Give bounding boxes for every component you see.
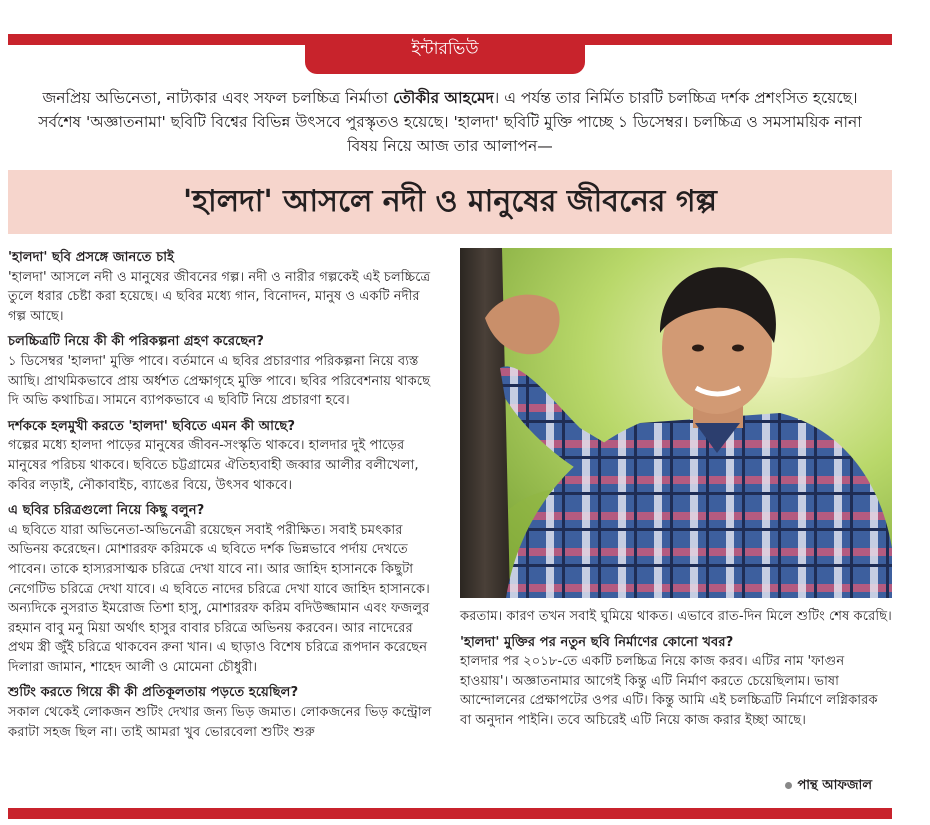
bullet-dot-icon — [785, 782, 792, 789]
intro-paragraph — [30, 86, 870, 158]
answer-2: ১ ডিসেম্বর 'হালদা' মুক্তি পাবে। বর্তমানে এ ছবির প্রচারণার পরিকল্পনা নিয়ে ব্যস্ত আছি। প্রাথমিকভাবে প্রায় অর্ধশত প্রেক্ষাগৃহে মুক্তি পাবে। ছবির পরিবেশনায় থাকছে দি অভি কথাচিত্র। সামনে ব্যাপকভাবে এ ছবিটি নিয়ে প্রচারণা হবে। — [8, 353, 431, 409]
answer-5: সকাল থেকেই লোকজন শুটিং দেখার জন্য ভিড় জমাত। লোকজনের ভিড় কন্ট্রোল করাটা সহজ ছিল না। তাই আমরা খুব ভোরবেলা শুটিং শুরু — [8, 705, 432, 740]
right-column — [460, 607, 892, 737]
bottom-rule — [8, 808, 892, 819]
question-1: 'হালদা' ছবি প্রসঙ্গে জানতে চাই — [8, 250, 174, 265]
intro-name: তৌকীর আহমেদ — [392, 89, 494, 107]
interviewee-photo — [460, 248, 892, 598]
answer-5-continued: করতাম। কারণ তখন সবাই ঘুমিয়ে থাকত। এভাবে রাত-দিন মিলে শুটিং শেষ করেছি। — [460, 609, 892, 624]
question-2: চলচ্চিত্রটি নিয়ে কী কী পরিকল্পনা গ্রহণ করেছেন? — [8, 334, 264, 350]
byline-author: পান্থ আফজাল — [797, 778, 872, 793]
answer-6: হালদার পর ২০১৮-তে একটি চলচ্চিত্র নিয়ে কাজ করব। এটির নাম 'ফাগুন হাওয়ায়'। অজ্ঞাতনামার আগেই কিন্তু এটি নির্মাণ করতে চেয়েছিলাম। ভাষা আন্দোলনের প্রেক্ষাপটের ওপর এটি। কিন্তু আমি এই চলচ্চিত্রটি নির্মাণে লগ্নিকারক বা অনুদান পাইনি। তবে অচিরেই এটি নিয়ে কাজ করার ইচ্ছা আছে। — [460, 654, 878, 728]
intro-text-after: । এ পর্যন্ত তার নির্মিত চারটি চলচ্চিত্র দর্শক প্রশংসিত হয়েছে। সর্বশেষ 'অজ্ঞাতনামা' ছবিটি বিশ্বের বিভিন্ন উৎসবে পুরস্কৃতও হয়েছে। 'হালদা' ছবিটি মুক্তি পাচ্ছে ১ ডিসেম্বর। চলচ্চিত্র ও সমসাময়িক নানা বিষয় নিয়ে আজ তার আলাপন— — [38, 89, 862, 155]
question-6: 'হালদা' মুক্তির পর নতুন ছবি নির্মাণের কোনো খবর? — [460, 634, 734, 650]
question-5: শুটিং করতে গিয়ে কী কী প্রতিকূলতায় পড়তে হয়েছিল? — [8, 685, 299, 701]
answer-1: 'হালদা' আসলে নদী ও মানুষের জীবনের গল্প। নদী ও নারীর গল্পকেই এই চলচ্চিত্রে তুলে ধরার চেষ্টা করা হয়েছে। এ ছবির মধ্যে গান, বিনোদন, মানুষ ও একটি নদীর গল্প আছে। — [8, 269, 431, 324]
question-4: এ ছবির চরিত্রগুলো নিয়ে কিছু বলুন? — [8, 503, 205, 519]
byline — [785, 776, 872, 797]
intro-text-before: জনপ্রিয় অভিনেতা, নাট্যকার এবং সফল চলচ্চিত্র নির্মাতা — [42, 89, 393, 107]
headline: 'হালদা' আসলে নদী ও মানুষের জীবনের গল্প — [183, 184, 717, 219]
left-column — [8, 248, 436, 748]
answer-3: গল্পের মধ্যে হালদা পাড়ের মানুষের জীবন-সংস্কৃতি থাকবে। হালদার দুই পাড়ের মানুষের পরিচয় থাকবে। ছবিতে চট্টগ্রামের ঐতিহ্যবাহী জব্বার আলীর বলীখেলা, কবির লড়াই, নৌকাবাইচ, ব্যাঙের বিয়ে, উৎসব থাকবে। — [8, 438, 419, 493]
answer-4: এ ছবিতে যারা অভিনেতা-অভিনেত্রী রয়েছেন সবাই পরীক্ষিত। সবাই চমৎকার অভিনয় করেছেন। মোশাররফ করিমকে এ ছবিতে দর্শক ভিন্নভাবে পর্দায় দেখতে পাবেন। তাকে হাস্যরসাত্মক চরিত্রে দেখা যাবে না। আর জাহিদ হাসানকে কিছুটা নেগেটিভ চরিত্রে দেখা যাবে। এ ছবিতে নাদের চরিত্রে দেখা যাবে জাহিদ হাসানকে। অন্যদিকে নুসরাত ইমরোজ তিশা হাসু, মোশাররফ করিম বদিউজ্জামান এবং ফজলুর রহমান বাবু মনু মিয়া অর্থাৎ হাসুর বাবার চরিত্রে অভিনয় করবেন। আর নাদেরের প্রথম স্ত্রী জুঁই চরিত্রে থাকবেন রুনা খান। এ ছাড়াও বিশেষ চরিত্রে রূপদান করেছেন দিলারা জামান, শাহেদ আলী ও মোমেনা চৌধুরী। — [8, 522, 430, 675]
question-3: দর্শককে হলমুখী করতে 'হালদা' ছবিতে এমন কী আছে? — [8, 418, 296, 434]
section-tag: ইন্টারভিউ — [305, 34, 585, 74]
